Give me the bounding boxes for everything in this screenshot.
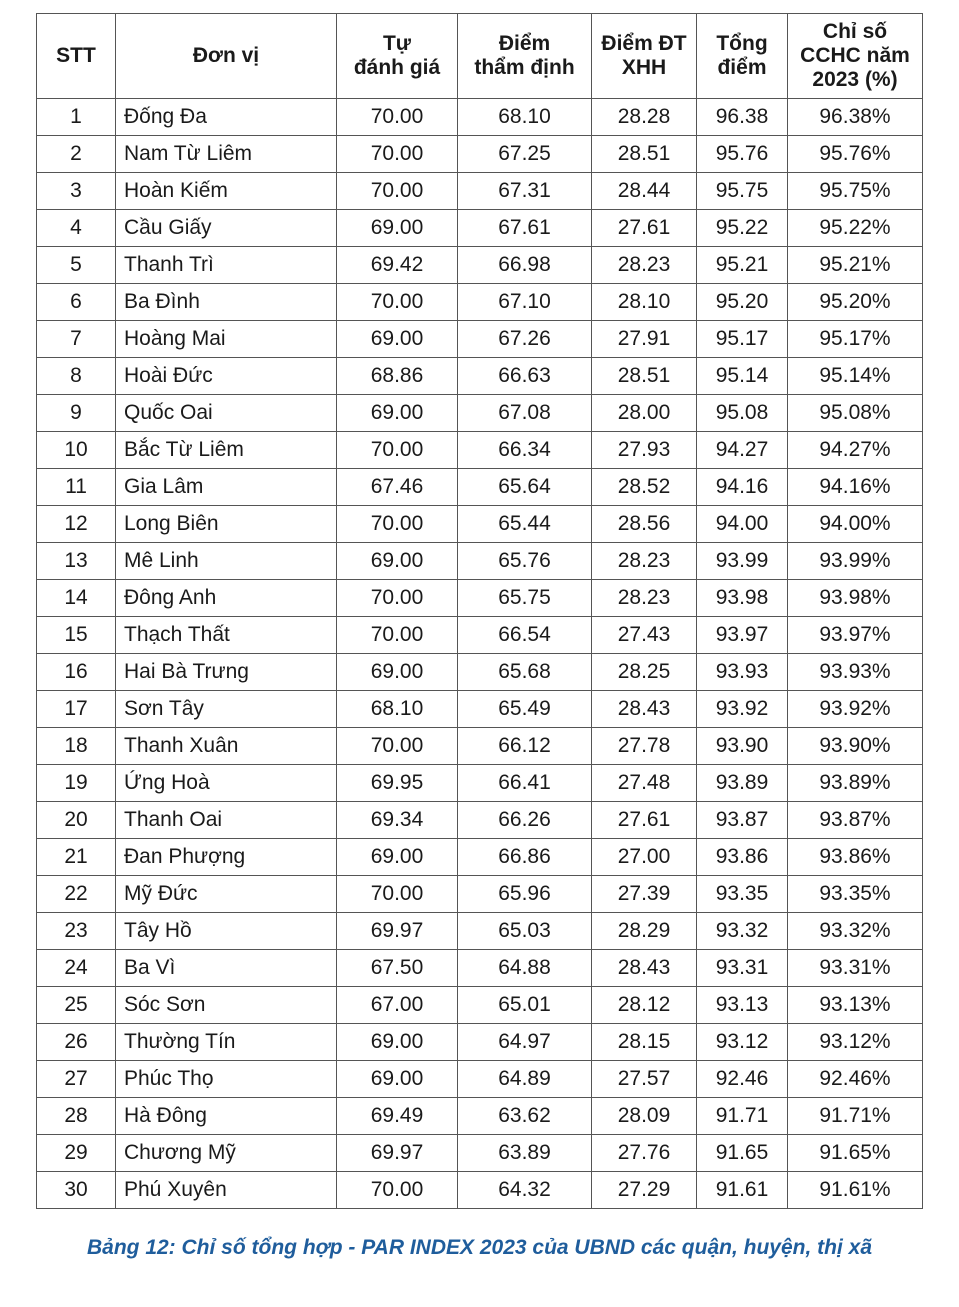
cell-appraisal-score: 66.54 [458, 617, 592, 654]
cell-appraisal-score: 66.12 [458, 728, 592, 765]
cell-total-score: 93.97 [697, 617, 788, 654]
cell-stt: 23 [37, 913, 116, 950]
cell-total-score: 93.92 [697, 691, 788, 728]
table-row [37, 358, 923, 395]
cell-stt: 13 [37, 543, 116, 580]
cell-survey-score: 28.43 [592, 950, 697, 987]
cell-unit-name: Ba Đình [116, 284, 337, 321]
cell-appraisal-score: 65.68 [458, 654, 592, 691]
cell-total-score: 91.65 [697, 1135, 788, 1172]
cell-unit-name: Đống Đa [116, 99, 337, 136]
cell-self-assessment: 69.00 [337, 321, 458, 358]
cell-self-assessment: 69.00 [337, 1024, 458, 1061]
table-row [37, 617, 923, 654]
table-row [37, 469, 923, 506]
header-line: Chỉ số [822, 20, 888, 43]
cell-appraisal-score: 65.96 [458, 876, 592, 913]
cell-par-index: 95.22% [788, 210, 923, 247]
cell-stt: 24 [37, 950, 116, 987]
cell-stt: 20 [37, 802, 116, 839]
cell-self-assessment: 70.00 [337, 580, 458, 617]
cell-survey-score: 27.61 [592, 210, 697, 247]
cell-total-score: 91.71 [697, 1098, 788, 1135]
table-row [37, 284, 923, 321]
cell-appraisal-score: 64.97 [458, 1024, 592, 1061]
table-row [37, 987, 923, 1024]
cell-total-score: 93.98 [697, 580, 788, 617]
cell-survey-score: 28.15 [592, 1024, 697, 1061]
cell-unit-name: Thanh Oai [116, 802, 337, 839]
cell-self-assessment: 69.00 [337, 210, 458, 247]
cell-stt: 28 [37, 1098, 116, 1135]
cell-total-score: 95.20 [697, 284, 788, 321]
cell-survey-score: 27.00 [592, 839, 697, 876]
cell-total-score: 95.08 [697, 395, 788, 432]
table-row [37, 99, 923, 136]
cell-survey-score: 28.43 [592, 691, 697, 728]
header-line: Điểm ĐT [601, 32, 687, 55]
cell-self-assessment: 67.50 [337, 950, 458, 987]
cell-stt: 22 [37, 876, 116, 913]
table-row [37, 876, 923, 913]
cell-total-score: 93.89 [697, 765, 788, 802]
cell-stt: 18 [37, 728, 116, 765]
cell-self-assessment: 69.34 [337, 802, 458, 839]
cell-survey-score: 28.25 [592, 654, 697, 691]
cell-total-score: 94.16 [697, 469, 788, 506]
cell-unit-name: Hoài Đức [116, 358, 337, 395]
table-header-row [37, 14, 923, 99]
cell-appraisal-score: 67.31 [458, 173, 592, 210]
cell-survey-score: 28.23 [592, 580, 697, 617]
cell-total-score: 93.90 [697, 728, 788, 765]
cell-total-score: 93.12 [697, 1024, 788, 1061]
cell-survey-score: 28.10 [592, 284, 697, 321]
cell-self-assessment: 70.00 [337, 136, 458, 173]
cell-appraisal-score: 67.61 [458, 210, 592, 247]
cell-par-index: 91.61% [788, 1172, 923, 1209]
cell-par-index: 95.20% [788, 284, 923, 321]
cell-par-index: 93.99% [788, 543, 923, 580]
header-line: điểm [717, 56, 767, 79]
cell-appraisal-score: 66.26 [458, 802, 592, 839]
cell-unit-name: Long Biên [116, 506, 337, 543]
cell-par-index: 94.00% [788, 506, 923, 543]
cell-par-index: 93.87% [788, 802, 923, 839]
cell-appraisal-score: 64.32 [458, 1172, 592, 1209]
table-row [37, 950, 923, 987]
table-row [37, 839, 923, 876]
cell-unit-name: Ứng Hoà [116, 765, 337, 802]
header-line: Điểm [498, 32, 551, 55]
cell-appraisal-score: 66.34 [458, 432, 592, 469]
cell-unit-name: Nam Từ Liêm [116, 136, 337, 173]
table-row [37, 654, 923, 691]
cell-self-assessment: 67.46 [337, 469, 458, 506]
cell-appraisal-score: 67.25 [458, 136, 592, 173]
cell-total-score: 95.22 [697, 210, 788, 247]
cell-par-index: 93.98% [788, 580, 923, 617]
header-line: Tự [382, 32, 412, 55]
cell-par-index: 93.31% [788, 950, 923, 987]
cell-survey-score: 28.56 [592, 506, 697, 543]
table-row [37, 765, 923, 802]
cell-unit-name: Sơn Tây [116, 691, 337, 728]
cell-total-score: 95.76 [697, 136, 788, 173]
cell-appraisal-score: 66.63 [458, 358, 592, 395]
cell-appraisal-score: 67.26 [458, 321, 592, 358]
cell-unit-name: Chương Mỹ [116, 1135, 337, 1172]
table-row [37, 395, 923, 432]
cell-self-assessment: 69.97 [337, 913, 458, 950]
cell-survey-score: 27.39 [592, 876, 697, 913]
cell-par-index: 93.13% [788, 987, 923, 1024]
cell-appraisal-score: 66.41 [458, 765, 592, 802]
table-row [37, 247, 923, 284]
cell-survey-score: 28.00 [592, 395, 697, 432]
cell-stt: 4 [37, 210, 116, 247]
cell-par-index: 93.92% [788, 691, 923, 728]
cell-stt: 7 [37, 321, 116, 358]
cell-unit-name: Cầu Giấy [116, 210, 337, 247]
cell-self-assessment: 69.00 [337, 395, 458, 432]
cell-self-assessment: 67.00 [337, 987, 458, 1024]
cell-stt: 5 [37, 247, 116, 284]
cell-survey-score: 27.48 [592, 765, 697, 802]
cell-unit-name: Thạch Thất [116, 617, 337, 654]
cell-stt: 30 [37, 1172, 116, 1209]
cell-self-assessment: 68.86 [337, 358, 458, 395]
cell-appraisal-score: 63.62 [458, 1098, 592, 1135]
cell-stt: 25 [37, 987, 116, 1024]
cell-par-index: 93.86% [788, 839, 923, 876]
cell-self-assessment: 69.95 [337, 765, 458, 802]
cell-unit-name: Sóc Sơn [116, 987, 337, 1024]
cell-par-index: 95.75% [788, 173, 923, 210]
cell-appraisal-score: 68.10 [458, 99, 592, 136]
cell-total-score: 93.31 [697, 950, 788, 987]
header-line: XHH [621, 56, 667, 79]
cell-self-assessment: 69.00 [337, 654, 458, 691]
cell-stt: 15 [37, 617, 116, 654]
cell-self-assessment: 70.00 [337, 432, 458, 469]
cell-unit-name: Đông Anh [116, 580, 337, 617]
cell-appraisal-score: 67.10 [458, 284, 592, 321]
header-total-score [697, 14, 788, 99]
cell-self-assessment: 70.00 [337, 1172, 458, 1209]
cell-stt: 8 [37, 358, 116, 395]
table-row [37, 728, 923, 765]
cell-self-assessment: 70.00 [337, 99, 458, 136]
cell-total-score: 95.75 [697, 173, 788, 210]
cell-total-score: 93.13 [697, 987, 788, 1024]
table-row [37, 802, 923, 839]
cell-appraisal-score: 64.88 [458, 950, 592, 987]
cell-appraisal-score: 65.01 [458, 987, 592, 1024]
cell-stt: 1 [37, 99, 116, 136]
cell-unit-name: Quốc Oai [116, 395, 337, 432]
cell-appraisal-score: 65.76 [458, 543, 592, 580]
cell-stt: 21 [37, 839, 116, 876]
cell-self-assessment: 70.00 [337, 617, 458, 654]
cell-survey-score: 28.51 [592, 136, 697, 173]
cell-survey-score: 28.29 [592, 913, 697, 950]
cell-survey-score: 28.12 [592, 987, 697, 1024]
cell-total-score: 96.38 [697, 99, 788, 136]
cell-stt: 27 [37, 1061, 116, 1098]
cell-appraisal-score: 66.86 [458, 839, 592, 876]
header-appraisal-score [458, 14, 592, 99]
table-row [37, 173, 923, 210]
cell-self-assessment: 69.49 [337, 1098, 458, 1135]
cell-total-score: 95.21 [697, 247, 788, 284]
cell-self-assessment: 70.00 [337, 506, 458, 543]
cell-par-index: 93.32% [788, 913, 923, 950]
cell-total-score: 93.35 [697, 876, 788, 913]
cell-survey-score: 27.93 [592, 432, 697, 469]
cell-stt: 29 [37, 1135, 116, 1172]
cell-total-score: 94.27 [697, 432, 788, 469]
cell-stt: 12 [37, 506, 116, 543]
par-index-table [36, 13, 923, 1209]
header-self-assessment [337, 14, 458, 99]
cell-survey-score: 28.09 [592, 1098, 697, 1135]
cell-stt: 26 [37, 1024, 116, 1061]
cell-survey-score: 27.29 [592, 1172, 697, 1209]
cell-par-index: 95.14% [788, 358, 923, 395]
cell-survey-score: 27.91 [592, 321, 697, 358]
cell-self-assessment: 69.00 [337, 839, 458, 876]
cell-stt: 10 [37, 432, 116, 469]
cell-survey-score: 28.51 [592, 358, 697, 395]
table-row [37, 1135, 923, 1172]
cell-total-score: 93.87 [697, 802, 788, 839]
cell-survey-score: 28.23 [592, 247, 697, 284]
header-line: STT [56, 44, 96, 67]
cell-survey-score: 28.44 [592, 173, 697, 210]
cell-survey-score: 28.23 [592, 543, 697, 580]
table-row [37, 1172, 923, 1209]
cell-par-index: 93.12% [788, 1024, 923, 1061]
cell-appraisal-score: 65.44 [458, 506, 592, 543]
cell-self-assessment: 70.00 [337, 876, 458, 913]
cell-total-score: 94.00 [697, 506, 788, 543]
cell-unit-name: Gia Lâm [116, 469, 337, 506]
cell-survey-score: 27.78 [592, 728, 697, 765]
cell-stt: 11 [37, 469, 116, 506]
cell-self-assessment: 70.00 [337, 173, 458, 210]
cell-unit-name: Thanh Xuân [116, 728, 337, 765]
cell-par-index: 94.27% [788, 432, 923, 469]
cell-par-index: 94.16% [788, 469, 923, 506]
cell-par-index: 95.08% [788, 395, 923, 432]
table-row [37, 432, 923, 469]
cell-stt: 17 [37, 691, 116, 728]
table-row [37, 210, 923, 247]
cell-par-index: 96.38% [788, 99, 923, 136]
cell-total-score: 91.61 [697, 1172, 788, 1209]
cell-par-index: 95.17% [788, 321, 923, 358]
cell-stt: 9 [37, 395, 116, 432]
cell-total-score: 93.99 [697, 543, 788, 580]
cell-total-score: 95.14 [697, 358, 788, 395]
cell-self-assessment: 70.00 [337, 728, 458, 765]
cell-unit-name: Thanh Trì [116, 247, 337, 284]
cell-self-assessment: 69.00 [337, 1061, 458, 1098]
cell-self-assessment: 69.00 [337, 543, 458, 580]
cell-unit-name: Thường Tín [116, 1024, 337, 1061]
cell-unit-name: Mỹ Đức [116, 876, 337, 913]
cell-self-assessment: 70.00 [337, 284, 458, 321]
header-line: đánh giá [353, 56, 441, 79]
cell-par-index: 93.89% [788, 765, 923, 802]
table-row [37, 506, 923, 543]
cell-stt: 14 [37, 580, 116, 617]
cell-par-index: 93.90% [788, 728, 923, 765]
table-row [37, 543, 923, 580]
cell-survey-score: 27.57 [592, 1061, 697, 1098]
cell-appraisal-score: 65.64 [458, 469, 592, 506]
cell-appraisal-score: 63.89 [458, 1135, 592, 1172]
table-row [37, 1098, 923, 1135]
cell-self-assessment: 69.97 [337, 1135, 458, 1172]
table-row [37, 913, 923, 950]
cell-total-score: 95.17 [697, 321, 788, 358]
table-row [37, 691, 923, 728]
cell-par-index: 95.76% [788, 136, 923, 173]
cell-appraisal-score: 65.03 [458, 913, 592, 950]
cell-appraisal-score: 66.98 [458, 247, 592, 284]
table-body [37, 99, 923, 1209]
cell-unit-name: Tây Hồ [116, 913, 337, 950]
cell-stt: 16 [37, 654, 116, 691]
cell-unit-name: Đan Phượng [116, 839, 337, 876]
cell-appraisal-score: 65.49 [458, 691, 592, 728]
cell-survey-score: 27.43 [592, 617, 697, 654]
cell-unit-name: Phú Xuyên [116, 1172, 337, 1209]
table-row [37, 1024, 923, 1061]
table-row [37, 1061, 923, 1098]
table-row [37, 321, 923, 358]
cell-par-index: 93.93% [788, 654, 923, 691]
cell-unit-name: Hai Bà Trưng [116, 654, 337, 691]
cell-stt: 6 [37, 284, 116, 321]
cell-unit-name: Hoàn Kiếm [116, 173, 337, 210]
cell-par-index: 93.35% [788, 876, 923, 913]
header-line: CCHC năm [800, 44, 910, 67]
cell-par-index: 91.71% [788, 1098, 923, 1135]
header-line: thẩm định [474, 56, 575, 79]
cell-total-score: 93.93 [697, 654, 788, 691]
table-row [37, 580, 923, 617]
cell-survey-score: 28.52 [592, 469, 697, 506]
cell-survey-score: 27.76 [592, 1135, 697, 1172]
cell-self-assessment: 69.42 [337, 247, 458, 284]
cell-unit-name: Hoàng Mai [116, 321, 337, 358]
cell-total-score: 93.32 [697, 913, 788, 950]
header-line: Tổng [716, 32, 768, 55]
cell-self-assessment: 68.10 [337, 691, 458, 728]
cell-total-score: 92.46 [697, 1061, 788, 1098]
header-par-index [788, 14, 923, 99]
cell-unit-name: Bắc Từ Liêm [116, 432, 337, 469]
cell-stt: 19 [37, 765, 116, 802]
header-survey-score [592, 14, 697, 99]
header-line: 2023 (%) [812, 68, 898, 91]
cell-total-score: 93.86 [697, 839, 788, 876]
cell-unit-name: Mê Linh [116, 543, 337, 580]
cell-stt: 3 [37, 173, 116, 210]
header-stt [37, 14, 116, 99]
cell-par-index: 92.46% [788, 1061, 923, 1098]
cell-appraisal-score: 64.89 [458, 1061, 592, 1098]
table-row [37, 136, 923, 173]
cell-par-index: 95.21% [788, 247, 923, 284]
cell-appraisal-score: 67.08 [458, 395, 592, 432]
cell-unit-name: Phúc Thọ [116, 1061, 337, 1098]
cell-appraisal-score: 65.75 [458, 580, 592, 617]
header-unit [116, 14, 337, 99]
table-caption: Bảng 12: Chỉ số tổng hợp - PAR INDEX 2023 của UBND các quận, huyện, thị xã [86, 1236, 872, 1259]
cell-unit-name: Ba Vì [116, 950, 337, 987]
cell-unit-name: Hà Đông [116, 1098, 337, 1135]
cell-survey-score: 27.61 [592, 802, 697, 839]
cell-survey-score: 28.28 [592, 99, 697, 136]
cell-par-index: 91.65% [788, 1135, 923, 1172]
cell-stt: 2 [37, 136, 116, 173]
cell-par-index: 93.97% [788, 617, 923, 654]
header-line: Đơn vị [192, 44, 260, 67]
